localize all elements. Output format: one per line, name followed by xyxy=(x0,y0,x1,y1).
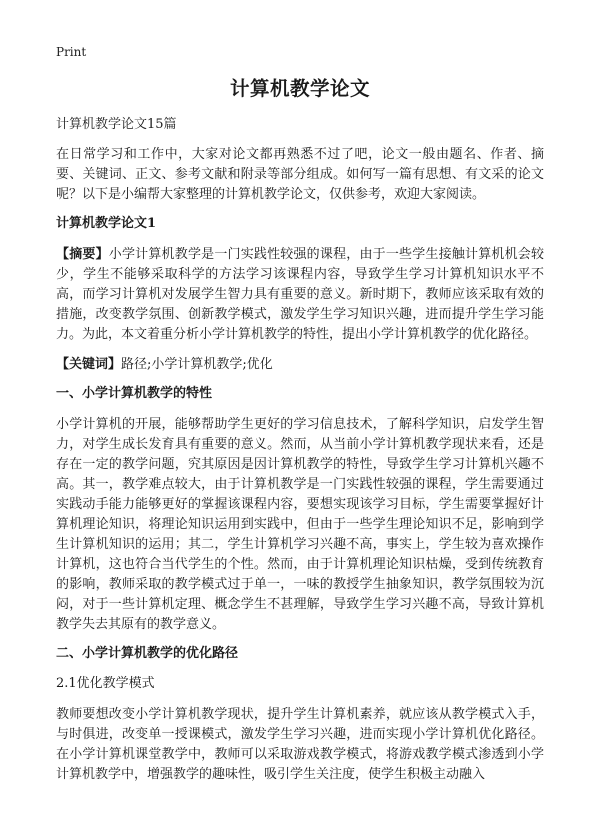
page-title: 计算机教学论文 xyxy=(229,77,370,100)
section1-heading: 一、小学计算机教学的特性 xyxy=(56,386,213,401)
keywords-text: 路径;小学计算机教学;优化 xyxy=(121,357,273,372)
abstract-text: 小学计算机教学是一门实践性较强的课程，由于一些学生接触计算机机会较少，学生不能够采取科学的方法学习该课程内容，导致学生学习计算机知识水平不高，而学习计算机对发展学生智力具有重要的意义。新时期下，教师应该采取有效的措施，改变教学氛围、创新教学模式，激发学生学习知识兴趣，进而提升学生学习能力。为此，本文着重分析小学计算机教学的特性，提出小学计算机教学的优化路径。 xyxy=(56,247,544,342)
subsection21-paragraph: 教师要想改变小学计算机教学现状，提升学生计算机素养，就应该从教学模式入手，与时俱进，改变单一授课模式，激发学生学习兴趣，进而实现小学计算机优化路径。在小学计算机课堂教学中，教师可以采取游戏教学模式，将游戏教学模式渗透到小学计算机教学中，增强教学的趣味性，吸引学生关注度，使学生积极主动融入 xyxy=(56,707,544,782)
article-heading: 计算机教学论文1 xyxy=(56,216,157,231)
keywords-label: 【关键词】 xyxy=(56,357,122,372)
keywords-paragraph xyxy=(56,355,544,375)
abstract-label: 【摘要】 xyxy=(56,247,109,262)
section1-paragraph: 小学计算机的开展，能够帮助学生更好的学习信息技术，了解科学知识，启发学生智力，对学生成长发育具有重要的意义。然而，从当前小学计算机教学现状来看，还是存在一定的教学问题，究其原因是因计算机教学的特性，导致学生学习计算机兴趣不高。其一，教学难点较大，由于计算机教学是一门实践性较强的课程，学生需要通过实践动手能力能够更好的掌握该课程内容，要想实现该学习目标，学生需要掌握好计算机理论知识，将理论知识运用到实践中，但由于一些学生理论知识不足，影响到学生计算机知识的运用；其二，学生计算机学习兴趣不高，事实上，学生较为喜欢操作计算机，这也符合当代学生的个性。然而，由于计算机理论知识枯燥，受到传统教育的影响，教师采取的教学模式过于单一，一味的教授学生抽象知识，教学氛围较为沉闷，对于一些计算机定理、概念学生不甚理解，导致学生学习兴趣不高，导致计算机教学失去其原有的教学意义。 xyxy=(56,417,544,632)
print-link[interactable]: Print xyxy=(56,45,87,59)
document-subtitle: 计算机教学论文15篇 xyxy=(56,117,177,132)
subsection21-heading: 2.1优化教学模式 xyxy=(56,676,155,691)
section2-heading: 二、小学计算机教学的优化路径 xyxy=(56,646,239,661)
intro-paragraph: 在日常学习和工作中，大家对论文都再熟悉不过了吧，论文一般由题名、作者、摘要、关键词、正文、参考文献和附录等部分组成。如何写一篇有思想、有文采的论文呢？以下是小编帮大家整理的计算机教学论文，仅供参考，欢迎大家阅读。 xyxy=(56,147,544,202)
abstract-paragraph xyxy=(56,245,544,345)
